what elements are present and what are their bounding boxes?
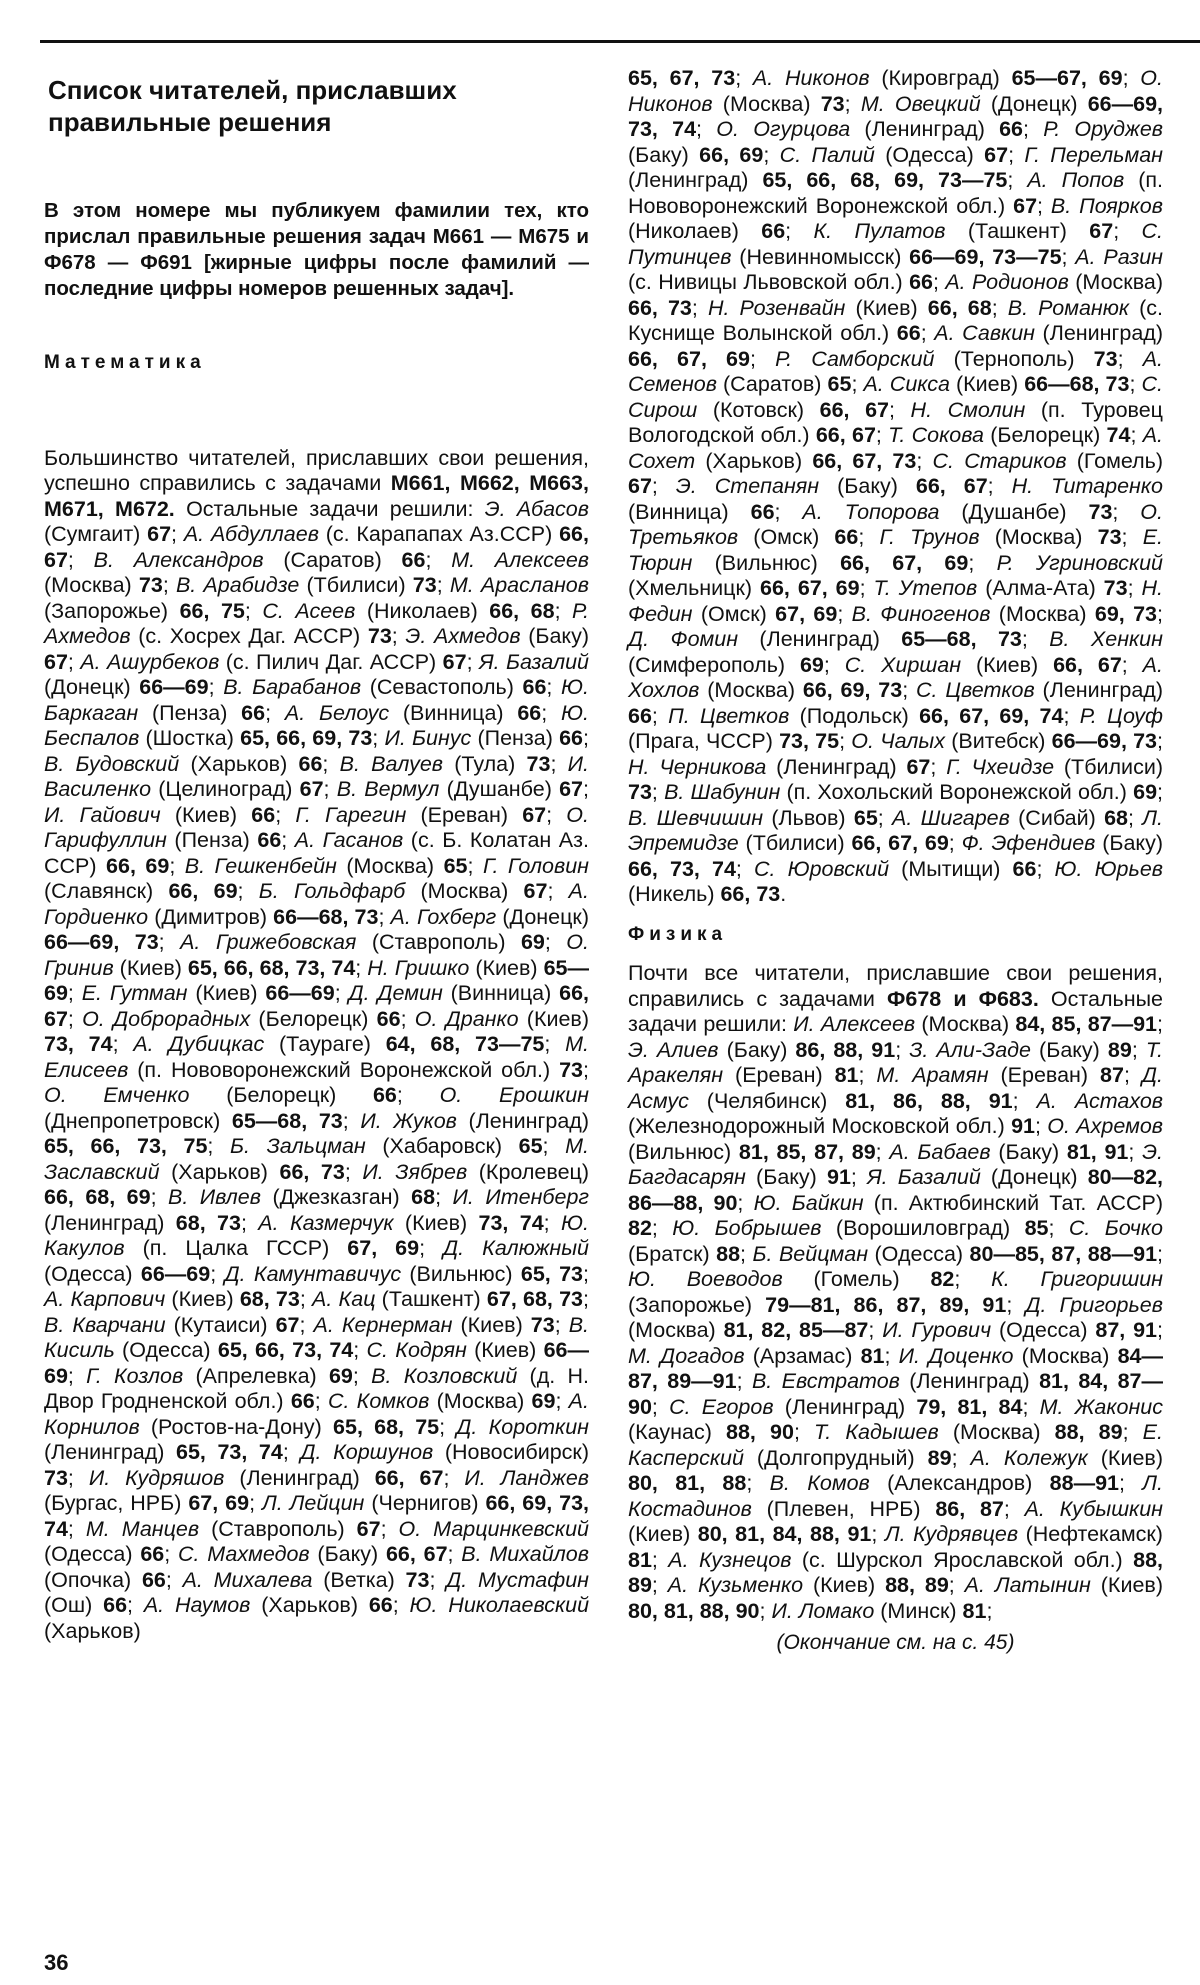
math-names: Э. Абасов (Сумгаит) 67; А. Абдуллаев (с. Карапапах Аз.ССР) 66, 67; В. Александров (Саратов) 66; М. Алексеев (Москва) 73; В. Арабидзе (Тбилиси) 73; М. Арасланов (Запорожье) 66, 75; С. Асеев (Николаев) 66, 68; Р. Ахмедов (с. Хосрех Даг. АССР) 73; Э. Ахмедов (Баку) 67; А. Ашурбеков (с. Пилич Даг. АССР) 67; Я. Базалий (Донецк) 66—69; В. Барабанов (Севастополь) 66; Ю. Баркаган (Пенза) 66; А. Белоус (Винница) 66; Ю. Беспалов (Шостка) 65, 66, 69, 73; И. Бинус (Пенза) 66; В. Будовский (Харьков) 66; В. Валуев (Тула) 73; И. Василенко (Целиноград) 67; В. Вермул (Душанбе) 67; И. Гайович (Киев) 66; Г. Гарегин (Ереван) 67; О. Гарифуллин (Пенза) 66; А. Гасанов (с. Б. Колатан Аз. ССР) 66, 69; В. Гешкенбейн (Москва) 65; Г. Головин (Славянск) 66, 69; Б. Гольдфарб (Москва) 67; А. Гордиенко (Димитров) 66—68, 73; А. Гохберг (Донецк) 66—69, 73; А. Грижебовская (Ставрополь) 69; О. Гринив (Киев) 65, 66, 68, 73, 74; Н. Гришко (Киев) 65—69; Е. Гутман (Киев) 66—69; Д. Демин (Винница) 66, 67; О. Доброрадных (Белорецк) 66; О. Дранко (Киев) 73, 74; А. Дубицкас (Таураге) 64, 68, 73—75; М. Елисеев (п. Нововоронежский Воронежской обл.) 73; О. Емченко (Белорецк) 66; О. Ерошкин (Днепропетровск) 65—68, 73; И. Жуков (Ленинград) 65, 66, 73, 75; Б. Зальцман (Хабаровск) 65; М. Заславский (Харьков) 66, 73; И. Зябрев (Кролевец) 66, 68, 69; В. Ивлев (Джезказган) 68; И. Итенберг (Ленинград) 68, 73; А. Казмерчук (Киев) 73, 74; Ю. Какулов (п. Цалка ГССР) 67, 69; Д. Калюжный (Одесса) 66—69; Д. Камунтавичус (Вильнюс) 65, 73; А. Карпович (Киев) 68, 73; А. Кац (Ташкент) 67, 68, 73; В. Кварчани (Кутаиси) 67; А. Кернерман (Киев) 73; В. Кисиль (Одесса) 65, 66, 73, 74; С. Кодрян (Киев) 66—69; Г. Козлов (Апрелевка) 69; В. Козловский (д. Н. Двор Гродненской обл.) 66; С. Комков (Москва) 69; А. Корнилов (Ростов-на-Дону) 65, 68, 75; Д. Короткин (Ленинград) 65, 73, 74; Д. Коршунов (Новосибирск) 73; И. Кудряшов (Ленинград) 66, 67; И. Ланджев (Бургас, НРБ) 67, 69; Л. Лейцин (Чернигов) 66, 69, 73, 74; М. Манцев (Ставрополь) 67; О. Марцинкевский (Одесса) 66; С. Махмедов (Баку) 66, 67; В. Михайлов (Опочка) 66; А. Михалева (Ветка) 73; Д. Мустафин (Ош) 66; А. Наумов (Харьков) 66; Ю. Николаевский (Харьков) bbox=[44, 496, 590, 1643]
physics-intro-tasks: Ф678 и Ф683. bbox=[887, 986, 1039, 1011]
math-list bbox=[44, 446, 589, 1645]
right-column bbox=[628, 66, 1163, 1656]
left-column bbox=[44, 64, 589, 1644]
physics-intro-tail: Остальные задачи решили: bbox=[628, 986, 1163, 1036]
math-intro: Большинство читателей, приславших свои решения, успешно справились с задачами bbox=[44, 445, 589, 495]
math-heading: Математика bbox=[44, 352, 206, 373]
page-title: Список читателей, приславших правильные решения bbox=[48, 75, 457, 137]
continuation-note: (Окончание см. на с. 45) bbox=[776, 1631, 1015, 1654]
page-number: 36 bbox=[44, 1950, 69, 1975]
lead-paragraph: В этом номере мы публикуем фамилии тех, кто прислал правильные решения задач М661 — М675 и Ф678 — Ф691 [жирные цифры после фамилий — последние цифры номеров решенных задач]. bbox=[44, 199, 589, 300]
math-intro-tail: Остальные задачи решили: bbox=[186, 496, 474, 521]
physics-intro: Почти все читатели, приславшие свои решения, справились с задачами bbox=[628, 961, 1163, 1011]
top-rule bbox=[40, 40, 1200, 43]
physics-heading: Физика bbox=[628, 923, 728, 945]
physics-list bbox=[628, 961, 1163, 1624]
physics-names: И. Алексеев (Москва) 84, 85, 87—91; Э. Алиев (Баку) 86, 88, 91; З. Али-Заде (Баку) 89; Т. Аракелян (Ереван) 81; М. Арамян (Ереван) 87; Д. Асмус (Челябинск) 81, 86, 88, 91; А. Астахов (Железнодорожный Московской обл.) 91; О. Ахремов (Вильнюс) 81, 85, 87, 89; А. Бабаев (Баку) 81, 91; Э. Багдасарян (Баку) 91; Я. Базалий (Донецк) 80—82, 86—88, 90; Ю. Байкин (п. Актюбинский Тат. АССР) 82; Ю. Бобрышев (Ворошиловград) 85; С. Бочко (Братск) 88; Б. Вейцман (Одесса) 80—85, 87, 88—91; Ю. Воеводов (Гомель) 82; К. Григоришин (Запорожье) 79—81, 86, 87, 89, 91; Д. Григорьев (Москва) 81, 82, 85—87; И. Гурович (Одесса) 87, 91; М. Догадов (Арзамас) 81; И. Доценко (Москва) 84—87, 89—91; В. Евстратов (Ленинград) 81, 84, 87—90; С. Егоров (Ленинград) 79, 81, 84; М. Жаконис (Каунас) 88, 90; Т. Кадышев (Москва) 88, 89; Е. Касперский (Долгопрудный) 89; А. Колежук (Киев) 80, 81, 88; В. Комов (Александров) 88—91; Л. Костадинов (Плевен, НРБ) 86, 87; А. Кубышкин (Киев) 80, 81, 84, 88, 91; Л. Кудрявцев (Нефтекамск) 81; А. Кузнецов (с. Шурскол Ярославской обл.) 88, 89; А. Кузьменко (Киев) 88, 89; А. Латынин (Киев) 80, 81, 88, 90; И. Ломако (Минск) 81; bbox=[628, 1012, 1164, 1623]
math-intro-tasks: М661, М662, М663, М671, М672. bbox=[44, 471, 589, 521]
math-list-continued: 65, 67, 73; А. Никонов (Кировград) 65—67, 69; О. Никонов (Москва) 73; М. Овецкий (Донецк) 66—69, 73, 74; О. Огурцова (Ленинград) 66; Р. Оруджев (Баку) 66, 69; С. Палий (Одесса) 67; Г. Перельман (Ленинград) 65, 66, 68, 69, 73—75; А. Попов (п. Нововоронежский Воронежской обл.) 67; В. Поярков (Николаев) 66; К. Пулатов (Ташкент) 67; С. Путинцев (Невинномысск) 66—69, 73—75; А. Разин (с. Нивицы Львовской обл.) 66; А. Родионов (Москва) 66, 73; Н. Розенвайн (Киев) 66, 68; В. Романюк (с. Куснище Волынской обл.) 66; А. Савкин (Ленинград) 66, 67, 69; Р. Самборский (Тернополь) 73; А. Семенов (Саратов) 65; А. Сикса (Киев) 66—68, 73; С. Сирош (Котовск) 66, 67; Н. Смолин (п. Туровец Вологодской обл.) 66, 67; Т. Сокова (Белорецк) 74; А. Сохет (Харьков) 66, 67, 73; С. Стариков (Гомель) 67; Э. Степанян (Баку) 66, 67; Н. Титаренко (Винница) 66; А. Топорова (Душанбе) 73; О. Третьяков (Омск) 66; Г. Трунов (Москва) 73; Е. Тюрин (Вильнюс) 66, 67, 69; Р. Угриновский (Хмельницк) 66, 67, 69; Т. Утепов (Алма-Ата) 73; Н. Федин (Омск) 67, 69; В. Финогенов (Москва) 69, 73; Д. Фомин (Ленинград) 65—68, 73; В. Хенкин (Симферополь) 69; С. Хиршан (Киев) 66, 67; А. Хохлов (Москва) 66, 69, 73; С. Цветков (Ленинград) 66; П. Цветков (Подольск) 66, 67, 69, 74; Р. Цоуф (Прага, ЧССР) 73, 75; О. Чалых (Витебск) 66—69, 73; Н. Черникова (Ленинград) 67; Г. Чхеидзе (Тбилиси) 73; В. Шабунин (п. Хохольский Воронежской обл.) 69; В. Шевчишин (Львов) 65; А. Шигарев (Сибай) 68; Л. Эпремидзе (Тбилиси) 66, 67, 69; Ф. Эфендиев (Баку) 66, 73, 74; С. Юровский (Мытищи) 66; Ю. Юрьев (Никель) 66, 73. bbox=[628, 66, 1164, 906]
